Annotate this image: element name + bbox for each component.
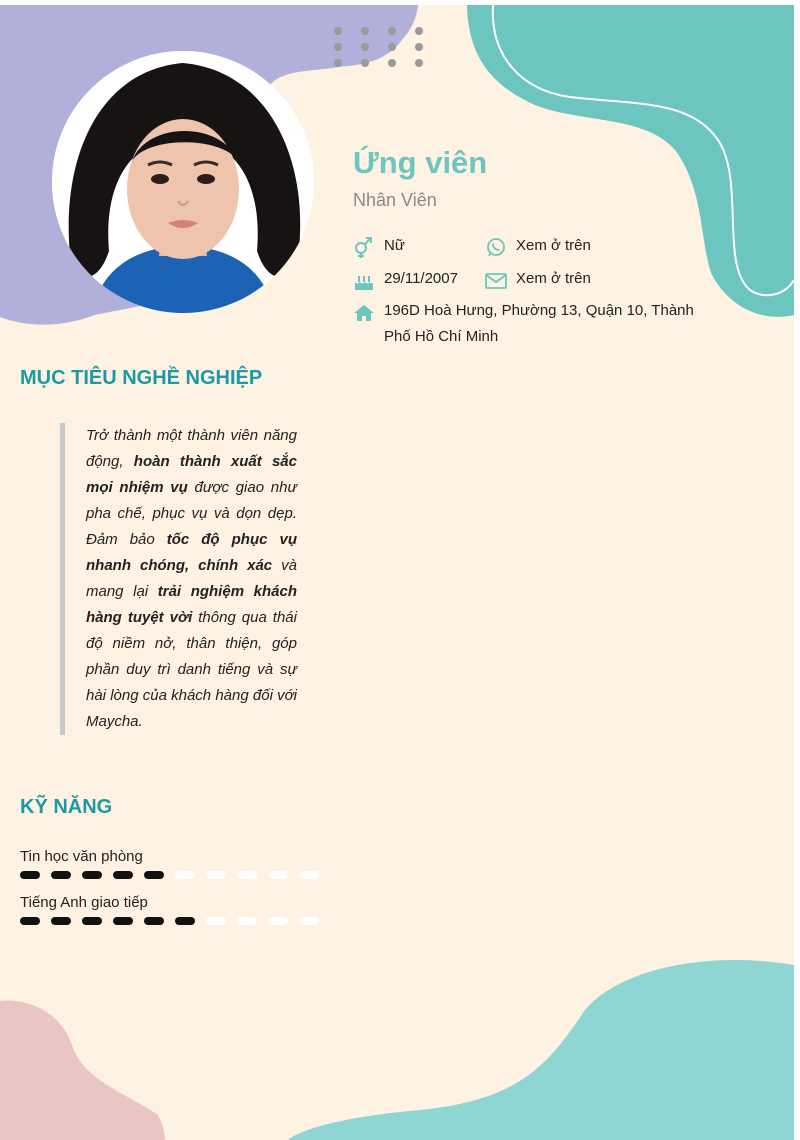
profile-photo (52, 51, 314, 313)
light-teal-blob (288, 960, 794, 1140)
skill-dot-empty (206, 871, 226, 879)
skill-dot-filled (82, 871, 102, 879)
skill-dot-empty (175, 871, 195, 879)
skill-dot-filled (175, 917, 195, 925)
birthdate-row (353, 270, 458, 292)
whatsapp-icon (485, 237, 507, 259)
objective-run: Trở thành một thành viên năng động, (86, 427, 297, 470)
resume-page (0, 5, 794, 1140)
objective-emphasis: hoàn thành xuất sắc mọi nhiệm vụ (86, 453, 297, 496)
skill-dot-empty (237, 917, 257, 925)
objective-run: và mang lại (86, 557, 297, 600)
skill-dot-empty (268, 871, 288, 879)
skills-heading: KỸ NĂNG (20, 796, 113, 818)
objective-emphasis: trải nghiệm khách hàng tuyệt vời (86, 583, 297, 626)
skill-dot-filled (20, 871, 40, 879)
skill-name: Tin học văn phòng (20, 848, 143, 865)
candidate-title: Nhân Viên (353, 190, 437, 210)
envelope-icon (485, 270, 507, 292)
email-value: Xem ở trên (516, 270, 591, 287)
skill-dot-empty (237, 871, 257, 879)
skill-dot-filled (113, 871, 133, 879)
address-value: 196D Hoà Hưng, Phường 13, Quận 10, Thành Phố Hồ Chí Minh (384, 302, 694, 345)
skill-dot-filled (144, 917, 164, 925)
email-row (485, 270, 591, 292)
phone-row (485, 237, 591, 259)
objective-text (60, 423, 297, 735)
skill-dot-filled (51, 871, 71, 879)
gender-row (353, 237, 405, 259)
gender-icon (353, 237, 375, 259)
skill-dot-empty (299, 917, 319, 925)
skill-dot-empty (268, 917, 288, 925)
objective-heading: MỤC TIÊU NGHỀ NGHIỆP (20, 367, 263, 389)
skill-dot-filled (144, 871, 164, 879)
home-icon (353, 303, 375, 325)
objective-emphasis: tốc độ phục vụ nhanh chóng, chính xác (86, 531, 297, 574)
skill-dot-empty (299, 871, 319, 879)
objective-run: thông qua thái độ niềm nở, thân thiện, góp phần duy trì danh tiếng và sự hài lòng của khách hàng đối với Maycha. (86, 609, 297, 730)
skill-rating (20, 917, 330, 925)
birthdate-value: 29/11/2007 (384, 270, 458, 287)
pink-blob (0, 1001, 165, 1140)
gender-value: Nữ (384, 237, 405, 254)
skill-dot-filled (20, 917, 40, 925)
skill-item (20, 848, 330, 879)
skill-dot-empty (206, 917, 226, 925)
skill-item (20, 894, 330, 925)
skill-rating (20, 871, 330, 879)
skill-dot-filled (51, 917, 71, 925)
skill-name: Tiếng Anh giao tiếp (20, 894, 148, 911)
birthday-cake-icon (353, 270, 375, 292)
phone-value: Xem ở trên (516, 237, 591, 254)
candidate-name: Ứng viên (353, 145, 488, 180)
skill-dot-filled (82, 917, 102, 925)
address-row (353, 303, 720, 350)
skill-dot-filled (113, 917, 133, 925)
objective-run: được giao như pha chế, phục vụ và dọn dẹp. Đảm bảo (86, 479, 297, 548)
